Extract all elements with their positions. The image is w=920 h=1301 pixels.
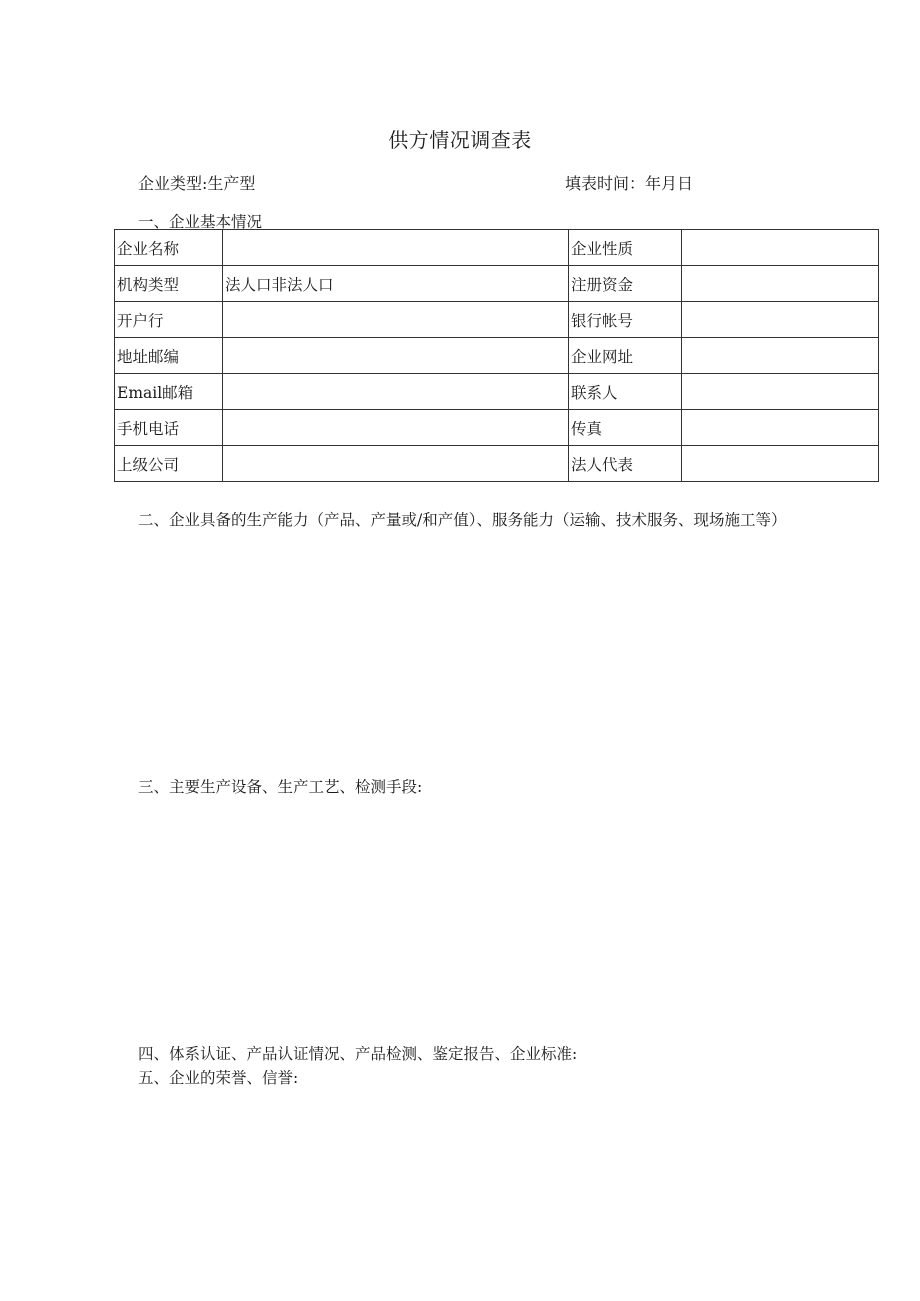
- value-fax[interactable]: [682, 410, 879, 446]
- label-website: 企业网址: [569, 338, 682, 374]
- section-certification-heading: 四、体系认证、产品认证情况、产品检测、鉴定报告、企业标准:: [138, 1045, 578, 1063]
- table-row: [115, 338, 879, 374]
- enterprise-type: 企业类型:生产型: [138, 174, 256, 193]
- label-registered-capital: 注册资金: [569, 266, 682, 302]
- label-legal-representative: 法人代表: [569, 446, 682, 482]
- value-address-postcode[interactable]: [223, 338, 569, 374]
- label-fax: 传真: [569, 410, 682, 446]
- table-row: [115, 410, 879, 446]
- value-registered-capital[interactable]: [682, 266, 879, 302]
- table-row: [115, 446, 879, 482]
- label-company-name: 企业名称: [115, 230, 223, 266]
- table-row: [115, 374, 879, 410]
- value-org-type[interactable]: 法人口非法人口: [223, 266, 569, 302]
- label-email: Email邮箱: [115, 374, 223, 410]
- value-bank[interactable]: [223, 302, 569, 338]
- section-honors-heading: 五、企业的荣誉、信誉:: [138, 1069, 299, 1087]
- label-company-nature: 企业性质: [569, 230, 682, 266]
- value-parent-company[interactable]: [223, 446, 569, 482]
- label-contact-person: 联系人: [569, 374, 682, 410]
- value-company-nature[interactable]: [682, 230, 879, 266]
- label-parent-company: 上级公司: [115, 446, 223, 482]
- value-email[interactable]: [223, 374, 569, 410]
- label-bank: 开户行: [115, 302, 223, 338]
- table-row: [115, 266, 879, 302]
- document-title: 供方情况调查表: [388, 128, 532, 152]
- section-basic-info-heading: 一、企业基本情况: [138, 213, 263, 231]
- value-bank-account[interactable]: [682, 302, 879, 338]
- label-address-postcode: 地址邮编: [115, 338, 223, 374]
- table-row: [115, 302, 879, 338]
- value-phone[interactable]: [223, 410, 569, 446]
- label-bank-account: 银行帐号: [569, 302, 682, 338]
- value-website[interactable]: [682, 338, 879, 374]
- fill-time: 填表时间：年月日: [565, 174, 694, 193]
- label-phone: 手机电话: [115, 410, 223, 446]
- table-row: [115, 230, 879, 266]
- value-contact-person[interactable]: [682, 374, 879, 410]
- value-legal-representative[interactable]: [682, 446, 879, 482]
- value-company-name[interactable]: [223, 230, 569, 266]
- section-capability-heading: 二、企业具备的生产能力（产品、产量或/和产值）、服务能力（运输、技术服务、现场施工等）: [138, 511, 787, 529]
- basic-info-table: [114, 229, 879, 482]
- label-org-type: 机构类型: [115, 266, 223, 302]
- section-equipment-heading: 三、主要生产设备、生产工艺、检测手段:: [138, 778, 423, 796]
